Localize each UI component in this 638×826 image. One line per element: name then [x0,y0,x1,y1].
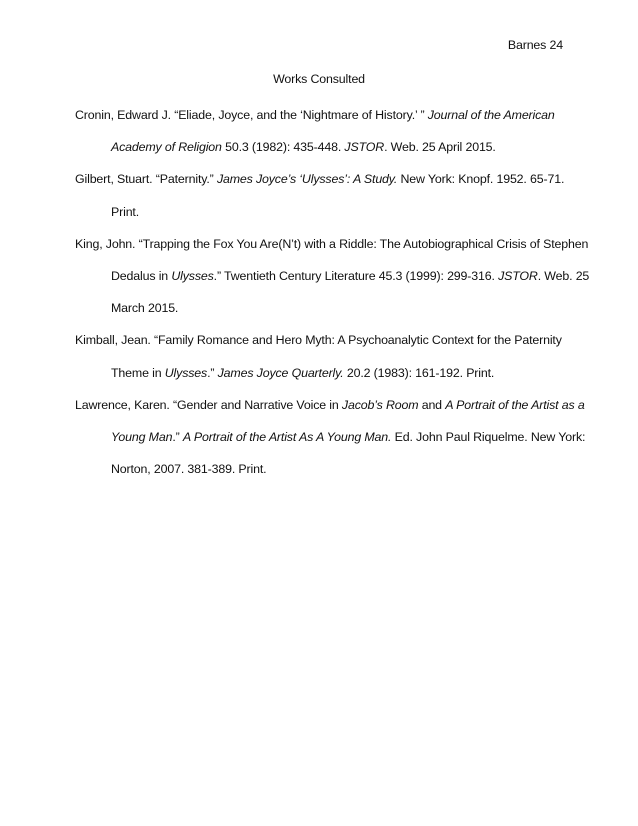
citation-italic-text: JSTOR [498,268,538,283]
citation-italic-text: Journal of the American [427,108,555,122]
citation-line [111,301,178,315]
citation-italic-text: Ulysses [171,268,214,283]
citation-italic-text: A Portrait of the Artist As A Young Man. [182,429,392,444]
page-title: Works Consulted [273,72,365,86]
citation-text: Kimball, Jean. “Family Romance and Hero Myth: A Psychoanalytic Context for the Paternity [75,333,562,348]
citation-text: March 2015. [111,301,179,316]
citation-line [111,140,496,154]
citation-text: . Web. 25 [537,268,590,283]
citation-text: King, John. “Trapping the Fox You Are(N’t) with a Riddle: The Autobiographical Crisis of Stephen [75,236,589,251]
citation-text: Dedalus in [111,268,172,283]
citation-line [75,398,585,412]
citation-italic-text: A Portrait of the Artist as a [445,397,585,412]
citation-text: . Web. 25 April 2015. [384,140,496,155]
citation-italic-text: Jacob’s Room [341,397,419,412]
citation-line [111,462,266,476]
citation-text: and [418,397,446,412]
running-head: Barnes 24 [507,38,563,52]
citation-line [75,333,562,347]
citation-text: Print. [111,204,140,219]
citation-italic-text: Young Man [111,429,173,444]
citation-line [75,237,588,251]
citation-line [111,269,589,283]
citation-italic-text: Academy of Religion [111,140,222,155]
citation-italic-text: JSTOR [344,140,385,155]
citation-text: Lawrence, Karen. “Gender and Narrative Voice in [75,397,342,412]
citation-line [111,366,494,380]
citation-text: New York: Knopf. 1952. 65-71. [397,172,565,187]
citation-text: .” Twentieth Century Literature 45.3 (1999): 299-316. [213,268,499,283]
citation-line [75,172,564,186]
citation-text: Ed. John Paul Riquelme. New York: [391,429,586,444]
citation-line [111,430,585,444]
citation-text: Gilbert, Stuart. “Paternity.” [75,172,217,187]
citation-italic-text: James Joyce’s ‘Ulysses’: A Study. [216,172,398,187]
citation-text: 50.3 (1982): 435-448. [221,140,345,155]
citation-line [111,205,139,219]
citation-italic-text: James Joyce Quarterly. [217,365,344,380]
citation-text: .” [207,365,218,380]
citation-text: 20.2 (1983): 161-192. Print. [343,365,495,380]
citation-line [75,108,555,122]
citation-text: Cronin, Edward J. “Eliade, Joyce, and the ‘Nightmare of History.’ ” [75,108,428,122]
citation-italic-text: Ulysses [164,365,208,380]
citation-text: Theme in [111,365,165,380]
citation-text: Norton, 2007. 381-389. Print. [111,462,267,477]
citation-text: .” [172,429,183,444]
